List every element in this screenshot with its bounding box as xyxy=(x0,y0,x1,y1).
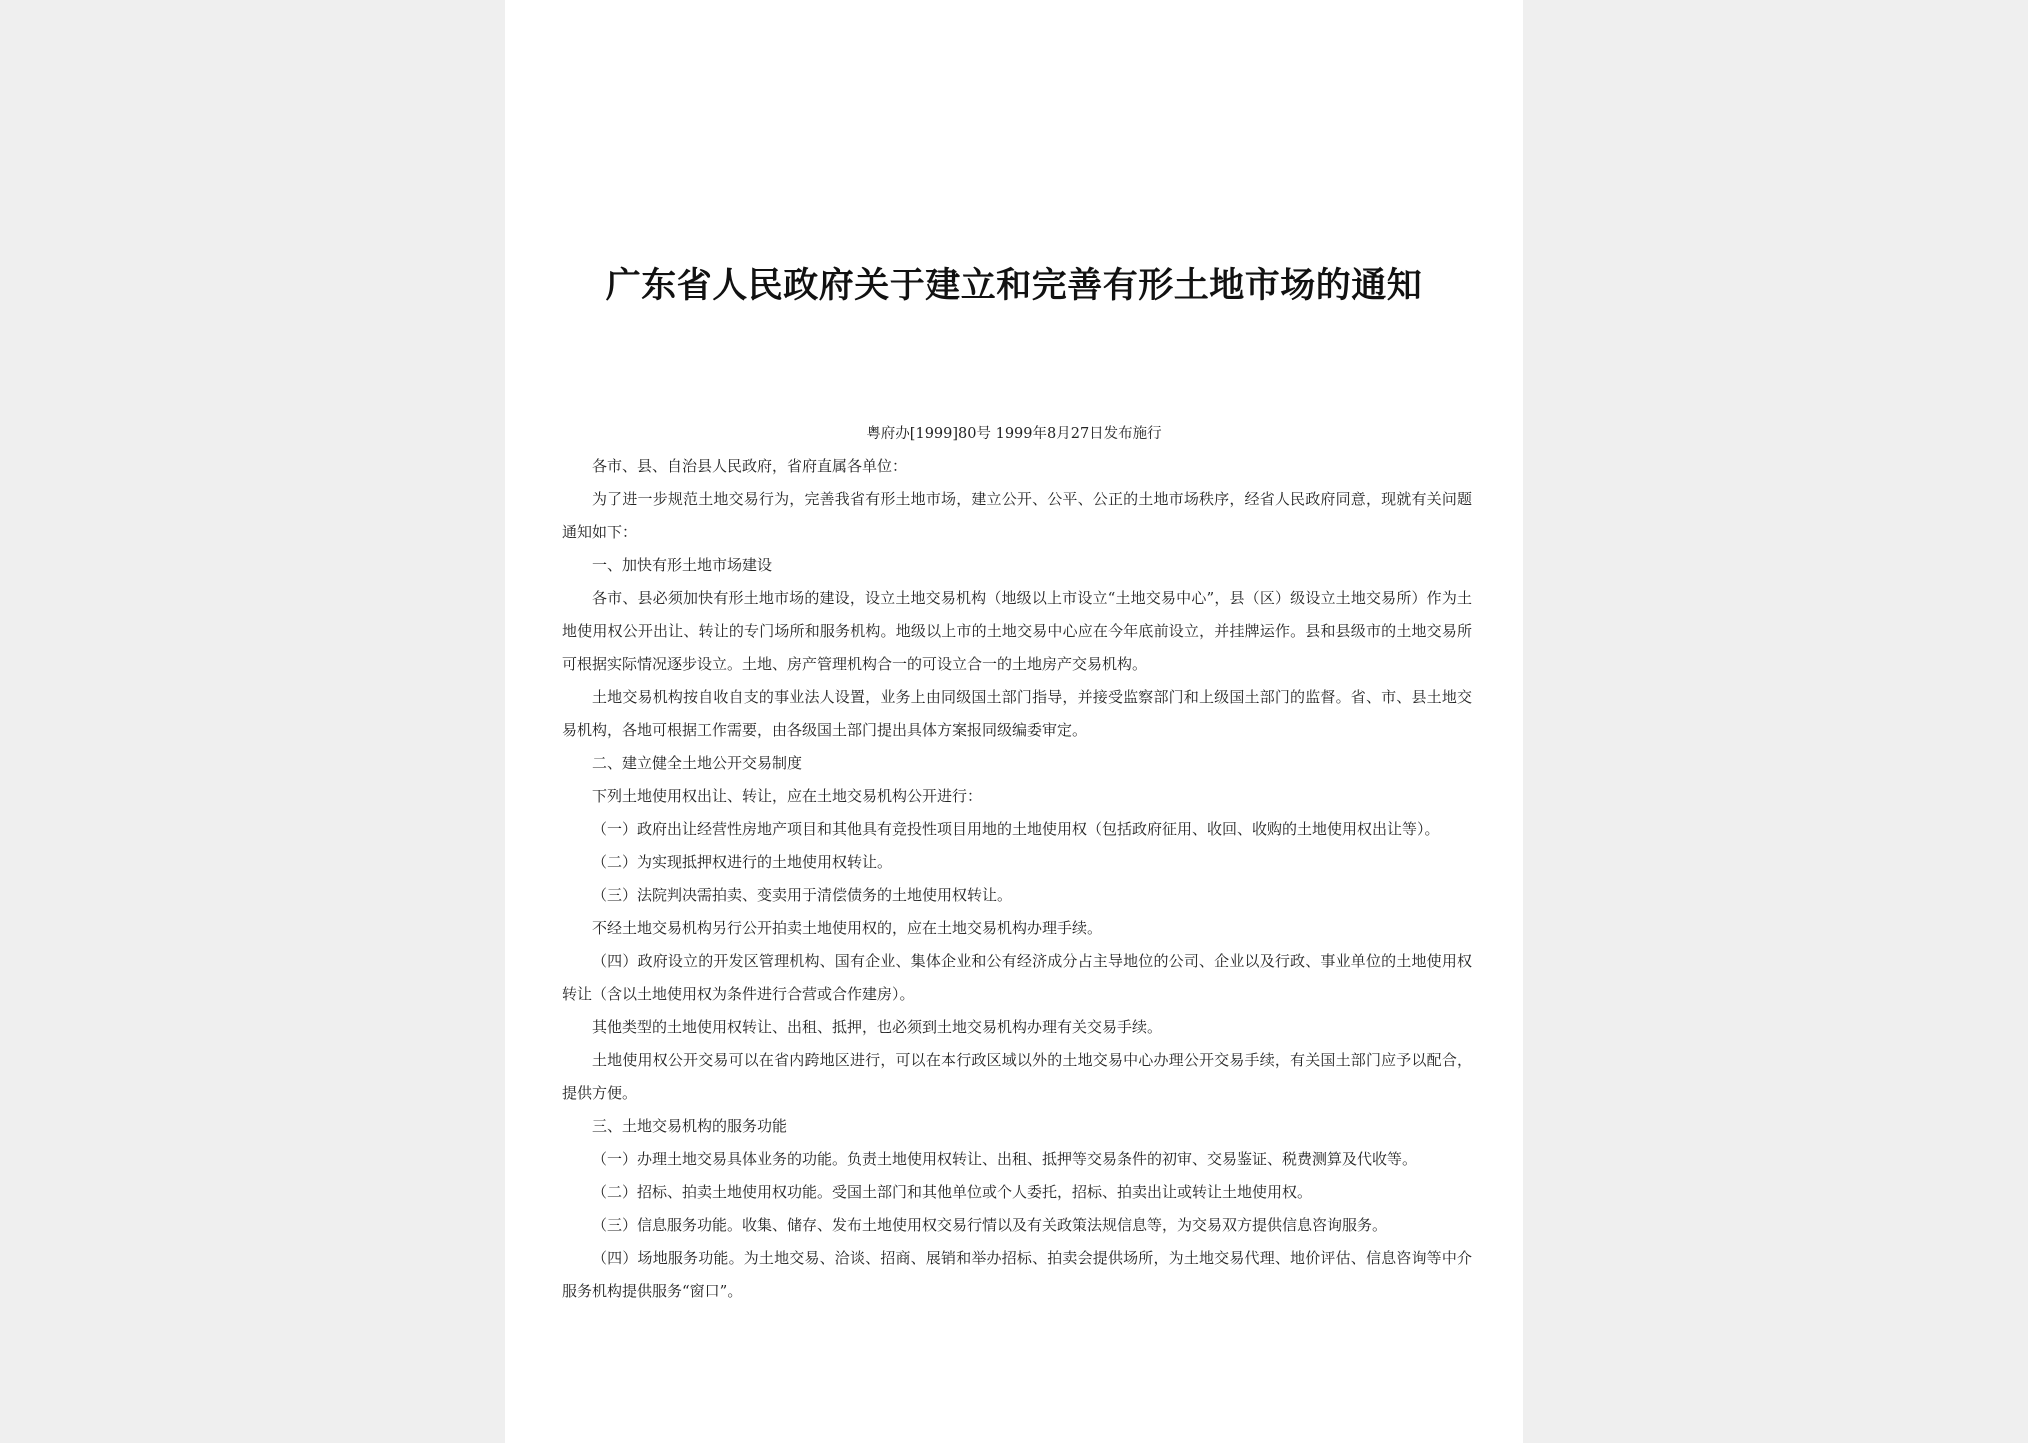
document-title: 广东省人民政府关于建立和完善有形土地市场的通知 xyxy=(605,266,1423,306)
section-heading-2: 二、建立健全土地公开交易制度 xyxy=(592,754,803,772)
list-item: （二）招标、拍卖土地使用权功能。受国土部门和其他单位或个人委托，招标、拍卖出让或转让土地使用权。 xyxy=(592,1183,1313,1201)
paragraph: 土地交易机构按自收自支的事业法人设置，业务上由同级国土部门指导，并接受监察部门和上级国土部门的监督。省、市、县土地交易机构，各地可根据工作需要，由各级国土部门提出具体方案报同级编委审定。 xyxy=(562,688,1472,739)
paragraph: 不经土地交易机构另行公开拍卖土地使用权的，应在土地交易机构办理手续。 xyxy=(592,919,1103,937)
list-item: （一）办理土地交易具体业务的功能。负责土地使用权转让、出租、抵押等交易条件的初审、交易鉴证、税费测算及代收等。 xyxy=(592,1150,1418,1168)
list-item: （三）信息服务功能。收集、储存、发布土地使用权交易行情以及有关政策法规信息等，为交易双方提供信息咨询服务。 xyxy=(592,1216,1388,1234)
section-heading-1: 一、加快有形土地市场建设 xyxy=(592,556,773,574)
paragraph: 土地使用权公开交易可以在省内跨地区进行，可以在本行政区域以外的土地交易中心办理公开交易手续，有关国土部门应予以配合，提供方便。 xyxy=(562,1051,1472,1102)
list-item: （四）政府设立的开发区管理机构、国有企业、集体企业和公有经济成分占主导地位的公司、企业以及行政、事业单位的土地使用权转让（含以土地使用权为条件进行合营或合作建房）。 xyxy=(562,952,1472,1003)
list-item: （三）法院判决需拍卖、变卖用于清偿债务的土地使用权转让。 xyxy=(592,886,1013,904)
paragraph-salutation: 各市、县、自治县人民政府，省府直属各单位： xyxy=(592,457,908,475)
document-page xyxy=(505,0,1523,1443)
list-item: （一）政府出让经营性房地产项目和其他具有竞投性项目用地的土地使用权（包括政府征用、收回、收购的土地使用权出让等）。 xyxy=(592,820,1440,838)
section-heading-3: 三、土地交易机构的服务功能 xyxy=(592,1117,788,1135)
paragraph-intro: 为了进一步规范土地交易行为，完善我省有形土地市场，建立公开、公平、公正的土地市场秩序，经省人民政府同意，现就有关问题通知如下： xyxy=(562,490,1472,541)
list-item: （二）为实现抵押权进行的土地使用权转让。 xyxy=(592,853,893,871)
paragraph: 各市、县必须加快有形土地市场的建设，设立土地交易机构（地级以上市设立“土地交易中心”，县（区）级设立土地交易所）作为土地使用权公开出让、转让的专门场所和服务机构。地级以上市的土地交易中心应在今年底前设立，并挂牌运作。县和县级市的土地交易所可根据实际情况逐步设立。土地、房产管理机构合一的可设立合一的土地房产交易机构。 xyxy=(562,589,1472,673)
list-item: （四）场地服务功能。为土地交易、洽谈、招商、展销和举办招标、拍卖会提供场所，为土地交易代理、地价评估、信息咨询等中介服务机构提供服务“窗口”。 xyxy=(562,1249,1472,1300)
paragraph: 下列土地使用权出让、转让，应在土地交易机构公开进行： xyxy=(592,787,983,805)
document-body xyxy=(562,450,1472,1308)
paragraph: 其他类型的土地使用权转让、出租、抵押，也必须到土地交易机构办理有关交易手续。 xyxy=(592,1018,1163,1036)
document-number: 粤府办[1999]80号 1999年8月27日发布施行 xyxy=(866,426,1162,442)
